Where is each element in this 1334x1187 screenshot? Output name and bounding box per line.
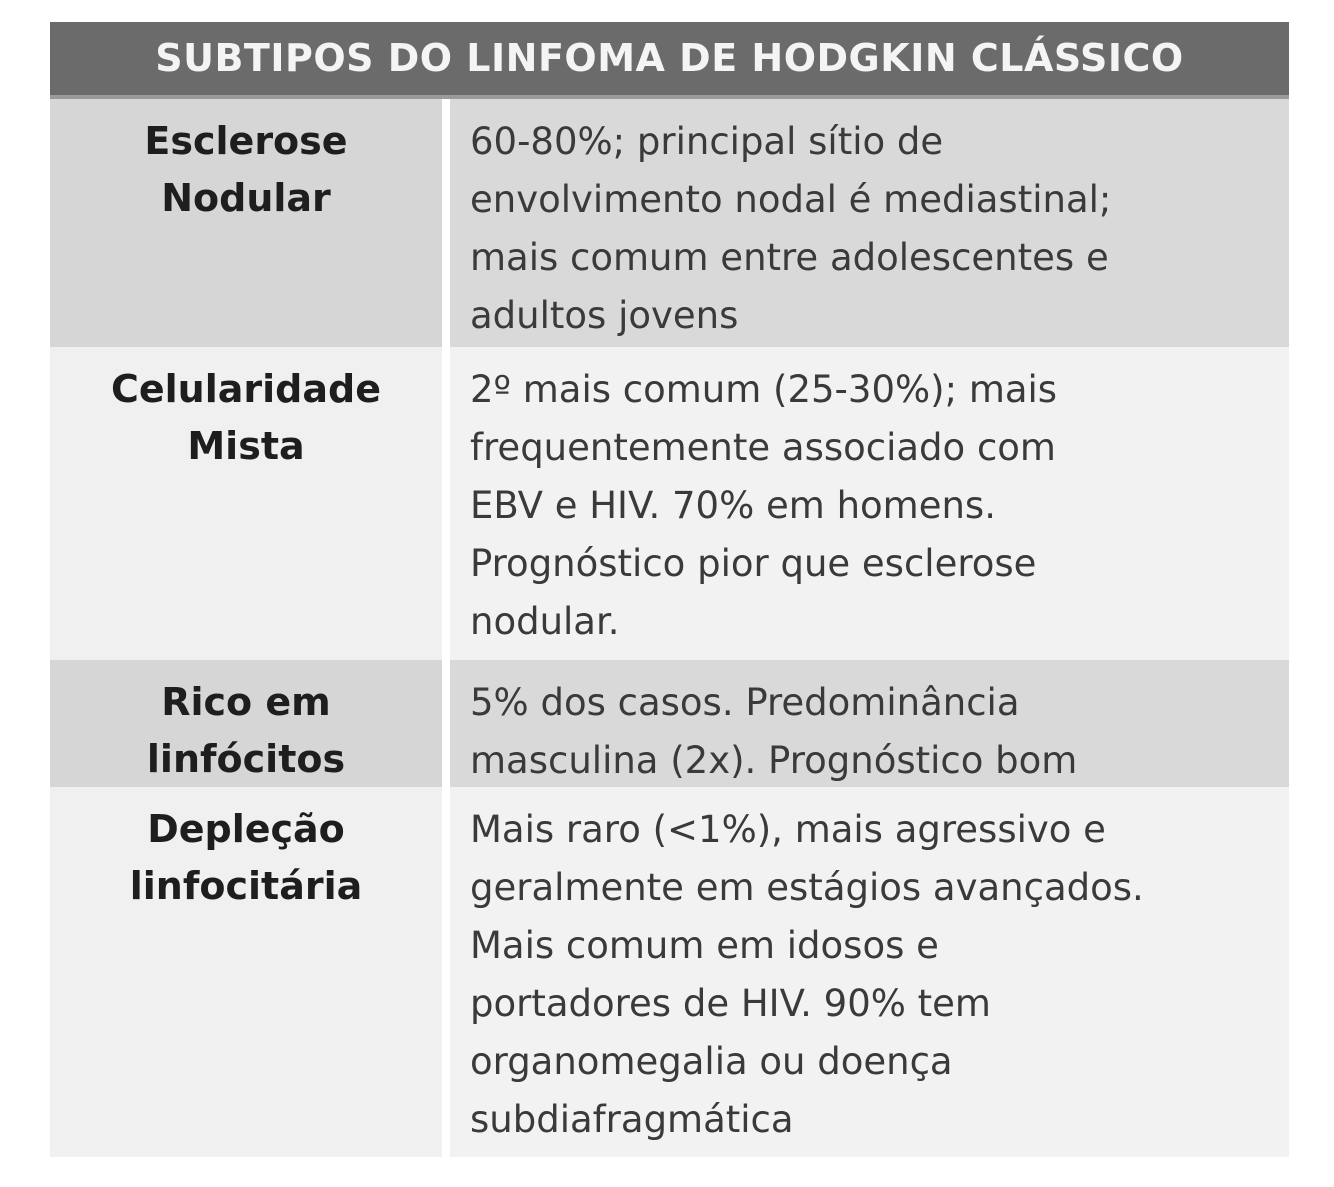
column-divider (442, 347, 450, 660)
column-divider (442, 787, 450, 1157)
column-divider (442, 99, 450, 347)
subtype-name: Rico em linfócitos (50, 660, 442, 787)
table-title: SUBTIPOS DO LINFOMA DE HODGKIN CLÁSSICO (50, 22, 1289, 99)
subtype-name: Celularidade Mista (50, 347, 442, 660)
subtype-description: Mais raro (<1%), mais agressivo e geralmente em estágios avançados. Mais comum em idosos e portadores de HIV. 90% tem organomegalia ou doença subdiafragmática (450, 787, 1289, 1157)
column-divider (442, 660, 450, 787)
subtype-name: Esclerose Nodular (50, 99, 442, 347)
subtype-description: 2º mais comum (25-30%); mais frequentemente associado com EBV e HIV. 70% em homens. Prognóstico pior que esclerose nodular. (450, 347, 1289, 660)
table-row (50, 347, 1289, 660)
subtype-description: 5% dos casos. Predominância masculina (2x). Prognóstico bom (450, 660, 1289, 787)
table-row (50, 99, 1289, 347)
hodgkin-subtypes-table (50, 22, 1289, 1157)
table-row (50, 787, 1289, 1157)
subtype-name: Depleção linfocitária (50, 787, 442, 1157)
table-row (50, 660, 1289, 787)
subtype-description: 60-80%; principal sítio de envolvimento nodal é mediastinal; mais comum entre adolescentes e adultos jovens (450, 99, 1289, 347)
